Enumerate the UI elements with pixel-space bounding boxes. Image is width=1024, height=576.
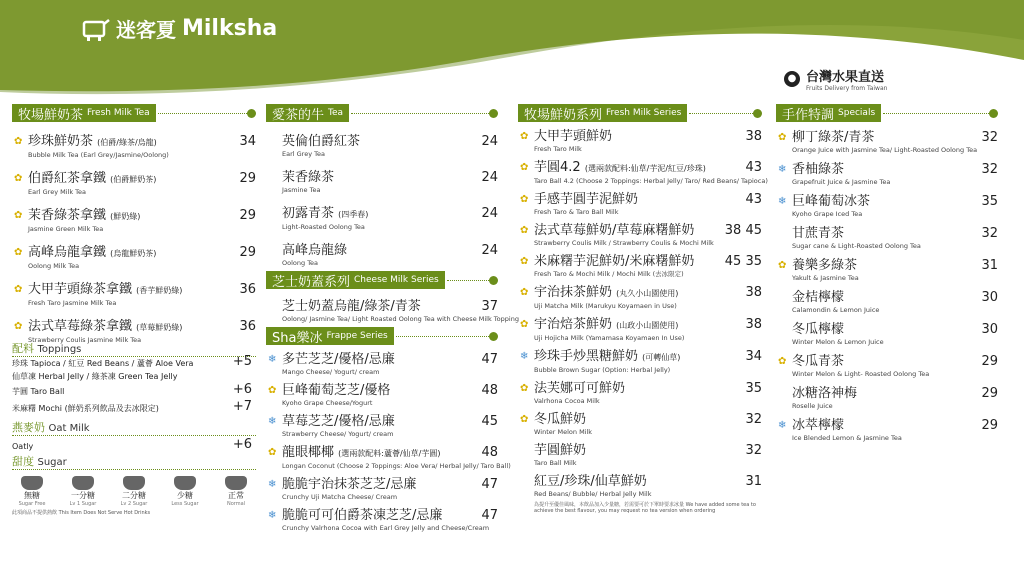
item-price: 43 [745,160,762,175]
sugar-cup-icon [174,476,196,490]
menu-item [266,299,519,323]
item-desc: Bubble Brown Sugar (Option: Herbal Jelly) [534,366,671,374]
leaf-icon: ✿ [14,284,23,295]
oat-milk-title: 燕麥奶 Oat Milk [12,419,256,436]
item-desc: Yakult & Jasmine Tea [792,274,859,282]
sugar-level: 二分糖 Lv 2 Sugar [114,476,154,507]
section-header-frappe: Sha樂冰 Frappe Series [266,327,498,345]
leaf-icon: ✿ [14,173,23,184]
item-name: 法式草莓綠茶拿鐵 (草莓鮮奶綠) [28,319,183,334]
hot-drink-footnote: 此項商品不提供熱飲 This Item Does Not Serve Hot Drinks [12,510,151,516]
item-desc: Uji Hojicha Milk (Yamamasa Koyamaen In Use) [534,334,685,342]
menu-item [776,290,998,314]
menu-item [776,258,998,282]
item-desc: Crunchy Valrhona Cocoa with Earl Grey Jelly and Cheese/Cream [282,524,490,532]
leaf-icon: ✿ [268,447,277,458]
item-desc: Fresh Taro & Mochi Milk / Mochi Milk (去冰限定) [534,270,684,278]
item-price: 32 [981,226,998,241]
sugar-cup-icon [72,476,94,490]
ice-icon: ❄ [778,164,787,175]
item-price: 34 [239,134,256,149]
item-price: 45 35 [724,254,762,269]
column-specials [776,104,998,442]
sugar-level: 少糖 Less Sugar [165,476,205,507]
item-name: 初露青茶 (四季春) [282,206,369,221]
item-desc: Strawberry Coulis Milk / Strawberry Coulis & Mochi Milk [534,239,714,247]
menu-item [12,245,256,270]
item-name: 龍眼椰椰 (選兩款配料:蘆薈/仙草/芋圓) [282,445,441,460]
leaf-icon: ✿ [778,356,787,367]
menu-item [776,386,998,410]
section-title-en: Fresh Milk Tea [87,108,150,118]
leaf-icon: ✿ [778,260,787,271]
menu-item [776,354,998,378]
item-price: 24 [481,170,498,185]
item-desc: Fresh Taro Milk [534,145,582,153]
item-price: 30 [981,322,998,337]
sugar-level: 正常 Normal [216,476,256,507]
leaf-icon: ✿ [14,247,23,258]
item-desc: Uji Matcha Milk (Marukyu Koyamaen in Use) [534,302,677,310]
item-name: 脆脆可可伯爵茶凍芝芝/忌廉 [282,508,443,523]
item-name: 草莓芝芝/優格/忌廉 [282,414,395,429]
leaf-icon: ✿ [520,225,529,236]
item-desc: Taro Ball 4.2 (Choose 2 Toppings: Herbal Jelly/ Taro/ Red Beans/ Tapioca) [534,177,768,185]
menu-item [776,322,998,346]
menu-item [518,381,762,405]
ice-icon: ❄ [778,196,787,207]
item-price: 48 [481,383,498,398]
topping-row: 珍珠 Tapioca / 紅豆 Red Beans / 蘆薈 Aloe Vera +5 [12,354,252,369]
leaf-icon: ✿ [520,383,529,394]
leaf-icon: ✿ [520,194,529,205]
item-name: 法芙娜可可鮮奶 [534,381,626,396]
item-desc: Strawberry Cheese/ Yogurt/ cream [282,430,394,438]
item-price: 29 [981,386,998,401]
item-desc: Earl Grey Milk Tea [28,188,87,196]
menu-item [266,383,498,407]
fruit-icon: ● [784,71,800,87]
item-name: 珍珠手炒黑糖鮮奶 (可轉仙草) [534,349,681,364]
menu-item [518,192,762,216]
menu-item [12,208,256,233]
item-name: 米麻糬芋泥鮮奶/米麻糬鮮奶 [534,254,695,269]
item-desc: Taro Ball Milk [534,459,577,467]
menu-item [518,349,762,374]
ice-icon: ❄ [778,420,787,431]
item-desc: Calamondin & Lemon Juice [792,306,880,314]
topping-row: 仙草凍 Herbal Jelly / 綠茶凍 Green Tea Jelly [12,372,178,381]
item-price: 38 45 [724,223,762,238]
leaf-icon: ✿ [520,319,529,330]
item-name: 高峰烏龍拿鐵 (烏龍鮮奶茶) [28,245,157,260]
ice-icon: ❄ [520,351,529,362]
item-price: 30 [981,290,998,305]
item-name: 金桔檸檬 [792,290,845,305]
item-name: 法式草莓鮮奶/草莓麻糬鮮奶 [534,223,695,238]
menu-item [266,414,498,438]
menu-item [776,130,998,154]
menu-item [12,282,256,307]
menu-item [518,285,762,310]
leaf-icon: ✿ [14,136,23,147]
item-name: 茉香綠茶 [282,170,335,185]
item-price: 24 [481,206,498,221]
column-fresh-milk [518,104,768,514]
item-desc: Valrhona Cocoa Milk [534,397,600,405]
leaf-icon: ✿ [520,131,529,142]
item-desc: Fresh Taro & Taro Ball Milk [534,208,619,216]
item-name: 大甲芋頭鮮奶 [534,129,613,144]
section-header-cheese: 芝士奶蓋系列 Cheese Milk Series [266,271,498,289]
item-name: 冰糖洛神梅 [792,386,858,401]
menu-item [776,418,998,442]
item-name: 養樂多綠茶 [792,258,858,273]
item-name: 大甲芋頭綠茶拿鐵 (香芋鮮奶綠) [28,282,183,297]
menu-item [518,474,762,498]
tea-footnote: 為提升至優佳風味，本飲品加入少量糖，若需要可於下單時要求冰量 We have added some tea to achieve the best flavour, you may request no tea version when ordering [534,502,756,514]
item-price: 31 [981,258,998,273]
menu-item [776,194,998,218]
item-name: 巨峰葡萄冰茶 [792,194,871,209]
brand-en: Milksha [182,16,278,41]
item-price: 38 [745,285,762,300]
ice-icon: ❄ [268,354,277,365]
item-desc: Kyoho Grape Iced Tea [792,210,863,218]
sugar-levels [12,476,256,507]
item-desc: Ice Blended Lemon & Jasmine Tea [792,434,902,442]
item-price: 45 [481,414,498,429]
sugar-cup-icon [21,476,43,490]
leaf-icon: ✿ [520,287,529,298]
item-price: 32 [745,412,762,427]
item-price: 24 [481,243,498,258]
item-price: 38 [745,129,762,144]
item-name: 紅豆/珍珠/仙草鮮奶 [534,474,647,489]
item-name: 多芒芝芝/優格/忌廉 [282,352,395,367]
item-price: 37 [481,299,498,314]
item-price: 29 [239,245,256,260]
item-desc: Roselle Juice [792,402,833,410]
item-desc: Earl Grey Tea [282,150,325,158]
item-price: 32 [981,130,998,145]
menu-item [518,160,768,185]
item-price: 24 [481,134,498,149]
ice-icon: ❄ [268,510,277,521]
item-desc: Mango Cheese/ Yogurt/ cream [282,368,380,376]
item-desc: Oolong Tea [282,259,319,267]
item-name: 高峰烏龍綠 [282,243,348,258]
item-price: 29 [981,418,998,433]
section-title-cn: 牧場鮮奶茶 [18,107,84,123]
item-price: 35 [981,194,998,209]
sugar-cup-icon [225,476,247,490]
item-name: 甘蔗青茶 [792,226,845,241]
item-desc: Orange Juice with Jasmine Tea/ Light-Roasted Oolong Tea [792,146,978,154]
column-tea [266,104,519,532]
item-price: 36 [239,282,256,297]
item-desc: Winter Melon Milk [534,428,593,436]
item-price: 29 [239,208,256,223]
ice-icon: ❄ [268,479,277,490]
section-dot [247,109,256,118]
item-desc: Bubble Milk Tea (Earl Grey/Jasmine/Oolong) [28,151,169,159]
section-header-fresh-milk: 牧場鮮奶系列 Fresh Milk Series [518,104,762,122]
item-price: 32 [981,162,998,177]
menu-item [266,243,498,267]
menu-item [266,206,498,231]
item-name: 芋圓4.2 (選兩款配料:仙草/芋泥/紅豆/珍珠) [534,160,706,175]
item-name: 香柚綠茶 [792,162,845,177]
menu-item [12,171,256,196]
item-price: 47 [481,508,498,523]
item-desc: Strawberry Coulis Jasmine Milk Tea [28,336,142,344]
item-desc: Winter Melon & Light- Roasted Oolong Tea [792,370,930,378]
brand-cn: 迷客夏 [116,18,176,42]
delivery-title: 台灣水果直送 [806,70,885,85]
item-name: 柳丁綠茶/青茶 [792,130,875,145]
ice-icon: ❄ [268,416,277,427]
brand-logo [82,14,277,43]
item-price: 43 [745,192,762,207]
item-name: 宇治焙茶鮮奶 (山政小山園使用) [534,317,679,332]
item-desc: Winter Melon & Lemon Juice [792,338,884,346]
item-desc: Jasmine Green Milk Tea [28,225,104,233]
leaf-icon: ✿ [520,162,529,173]
item-name: 冰萃檸檬 [792,418,845,433]
header [0,0,1024,110]
item-desc: Oolong Milk Tea [28,262,80,270]
item-price: 36 [239,319,256,334]
menu-item [266,477,498,501]
item-name: 冬瓜青茶 [792,354,845,369]
item-name: 英倫伯爵紅茶 [282,134,361,149]
item-desc: Crunchy Uji Matcha Cheese/ Cream [282,493,398,501]
item-name: 脆脆宇治抹茶芝芝/忌廉 [282,477,417,492]
menu-item [266,170,498,194]
item-price: 29 [981,354,998,369]
section-header-specials: 手作特調 Specials [776,104,998,122]
sugar-level: 無糖 Sugar Free [12,476,52,507]
menu-item [518,317,762,342]
item-name: 手感芋圓芋泥鮮奶 [534,192,639,207]
item-desc: Kyoho Grape Cheese/Yogurt [282,399,373,407]
item-name: 宇治抹茶鮮奶 (丸久小山園使用) [534,285,679,300]
column-fresh-milk-tea [12,104,256,344]
menu-item [776,226,998,250]
item-name: 巨峰葡萄芝芝/優格 [282,383,391,398]
menu-item [518,223,762,247]
fruit-delivery [784,66,887,92]
item-name: 芋圓鮮奶 [534,443,587,458]
item-price: 29 [239,171,256,186]
menu-item [518,254,762,278]
item-name: 冬瓜檸檬 [792,322,845,337]
item-price: 35 [745,381,762,396]
delivery-sub: Fruits Delivery from Taiwan [806,85,888,92]
section-header-fresh-milk-tea [12,104,256,122]
item-price: 32 [745,443,762,458]
leaf-icon: ✿ [520,414,529,425]
item-name: 茉香綠茶拿鐵 (鮮奶綠) [28,208,141,223]
item-price: 34 [745,349,762,364]
menu-item [266,134,498,158]
item-price: 38 [745,317,762,332]
topping-row: 米麻糬 Mochi (鮮奶系列飲品及去冰限定) +7 [12,399,252,414]
item-desc: Oolong/ Jasmine Tea/ Light Roasted Oolong Tea with Cheese Milk Topping [282,315,519,323]
item-desc: Longan Coconut (Choose 2 Toppings: Aloe Vera/ Herbal Jelly/ Taro Ball) [282,462,511,470]
section-header-tea: 愛茶的牛 Tea [266,104,498,122]
menu-item [518,412,762,436]
sugar-title: 甜度 Sugar [12,453,256,470]
item-price: 48 [481,445,498,460]
item-price: 47 [481,352,498,367]
item-price: 47 [481,477,498,492]
menu-item [266,352,498,376]
menu-item [266,445,511,470]
item-name: 冬瓜鮮奶 [534,412,587,427]
menu-item [518,443,762,467]
menu-item [518,129,762,153]
topping-row: 芋圓 Taro Ball +6 [12,382,252,397]
cow-icon [82,16,110,42]
menu-item [776,162,998,186]
item-name: 珍珠鮮奶茶 (伯爵/綠茶/烏龍) [28,134,157,149]
toppings-title: 配料 Toppings [12,340,256,357]
leaf-icon: ✿ [268,385,277,396]
item-price: 31 [745,474,762,489]
sugar-level: 一分糖 Lv 1 Sugar [63,476,103,507]
item-desc: Light-Roasted Oolong Tea [282,223,365,231]
toppings-panel [12,340,256,516]
leaf-icon: ✿ [778,132,787,143]
item-name: 伯爵紅茶拿鐵 (伯爵鮮奶茶) [28,171,157,186]
item-desc: Sugar cane & Light-Roasted Oolong Tea [792,242,921,250]
menu-item [266,508,498,532]
item-desc: Fresh Taro Jasmine Milk Tea [28,299,117,307]
oat-row: Oatly +6 [12,437,252,452]
item-desc: Grapefruit Juice & Jasmine Tea [792,178,891,186]
leaf-icon: ✿ [14,210,23,221]
menu-item [12,134,256,159]
item-desc: Red Beans/ Bubble/ Herbal Jelly Milk [534,490,652,498]
leaf-icon: ✿ [520,256,529,267]
leaf-icon: ✿ [14,321,23,332]
item-desc: Jasmine Tea [282,186,321,194]
item-name: 芝士奶蓋烏龍/綠茶/青茶 [282,299,421,314]
sugar-cup-icon [123,476,145,490]
